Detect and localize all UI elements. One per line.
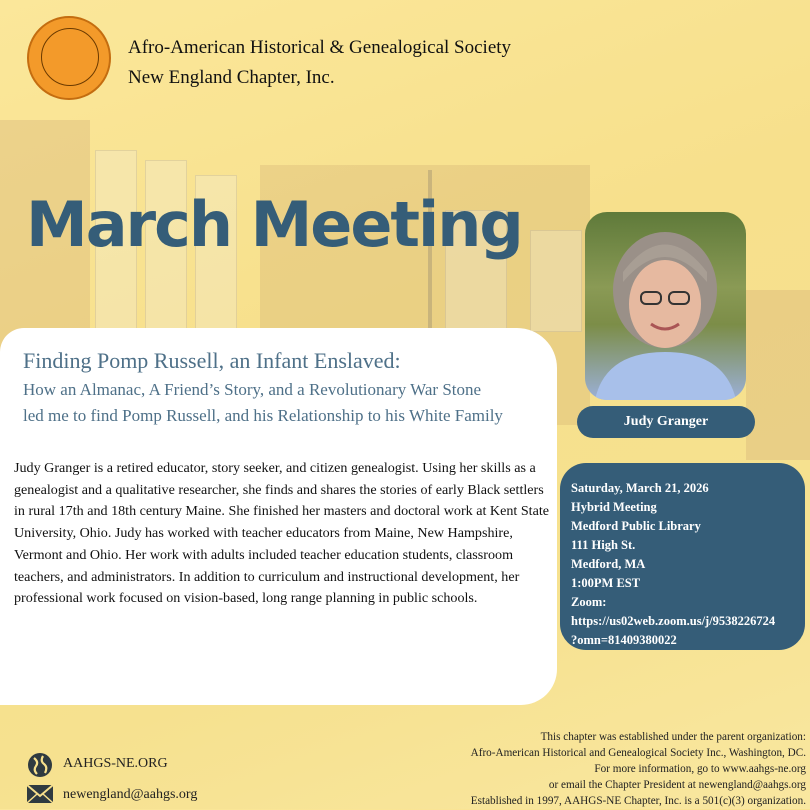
event-time: 1:00PM EST bbox=[571, 576, 641, 590]
society-logo bbox=[27, 16, 111, 100]
talk-subtitle-line2: led me to find Pomp Russell, and his Relationship to his White Family bbox=[23, 406, 503, 425]
email-contact[interactable] bbox=[27, 783, 197, 807]
org-name-line2: New England Chapter, Inc. bbox=[128, 67, 335, 88]
talk-title: Finding Pomp Russell, an Infant Enslaved: bbox=[23, 348, 401, 373]
website-contact[interactable] bbox=[27, 752, 168, 776]
event-date: Saturday, March 21, 2026 bbox=[571, 481, 709, 495]
footer-line: or email the Chapter President at newengland@aahgs.org bbox=[548, 779, 806, 791]
org-name-line1: Afro-American Historical & Genealogical Society bbox=[128, 37, 512, 58]
event-street: 111 High St. bbox=[571, 538, 636, 552]
speaker-name: Judy Granger bbox=[577, 406, 755, 438]
talk-subtitle bbox=[23, 377, 583, 429]
event-city: Medford, MA bbox=[571, 557, 646, 571]
speaker-bio: Judy Granger is a retired educator, story seeker, and citizen genealogist. Using her skills as a genealogist and a qualitative researcher, she finds and shares the stories of early Black settlers in rural 17th and 18th century Maine. She finished her masters and doctoral work at Kent State University, Ohio. Judy has worked with teacher educators from Maine, New Hampshire, Vermont and Ohio. Her work with adults included teacher education students, classroom teachers, and administrators. In addition to curriculum and instructional development, her professional work focused on vision-based, long range planning in public schools. bbox=[14, 460, 550, 607]
zoom-link-param[interactable]: ?omn=81409380022 bbox=[571, 633, 677, 647]
footer-line: For more information, go to www.aahgs-ne.org bbox=[594, 763, 806, 775]
footer-line: Established in 1997, AAHGS-NE Chapter, Inc. is a 501(c)(3) organization. bbox=[470, 795, 806, 807]
speaker-photo bbox=[585, 212, 746, 400]
zoom-link[interactable]: https://us02web.zoom.us/j/9538226724 bbox=[571, 614, 776, 628]
globe-icon bbox=[27, 752, 53, 776]
event-details bbox=[560, 463, 805, 650]
email-link[interactable]: newengland@aahgs.org bbox=[63, 787, 198, 802]
event-format: Hybrid Meeting bbox=[571, 500, 657, 514]
zoom-label: Zoom: bbox=[571, 595, 607, 609]
website-link[interactable]: AAHGS-NE.ORG bbox=[63, 756, 168, 771]
footer-line: Afro-American Historical and Genealogical Society Inc., Washington, DC. bbox=[470, 747, 806, 759]
event-venue: Medford Public Library bbox=[571, 519, 701, 533]
talk-subtitle-line1: How an Almanac, A Friend’s Story, and a Revolutionary War Stone bbox=[23, 380, 482, 399]
footer-info bbox=[471, 729, 806, 809]
footer-line: This chapter was established under the parent organization: bbox=[540, 731, 806, 743]
envelope-icon bbox=[27, 783, 53, 807]
organization-name bbox=[128, 33, 511, 93]
page-title: March Meeting bbox=[26, 188, 522, 261]
